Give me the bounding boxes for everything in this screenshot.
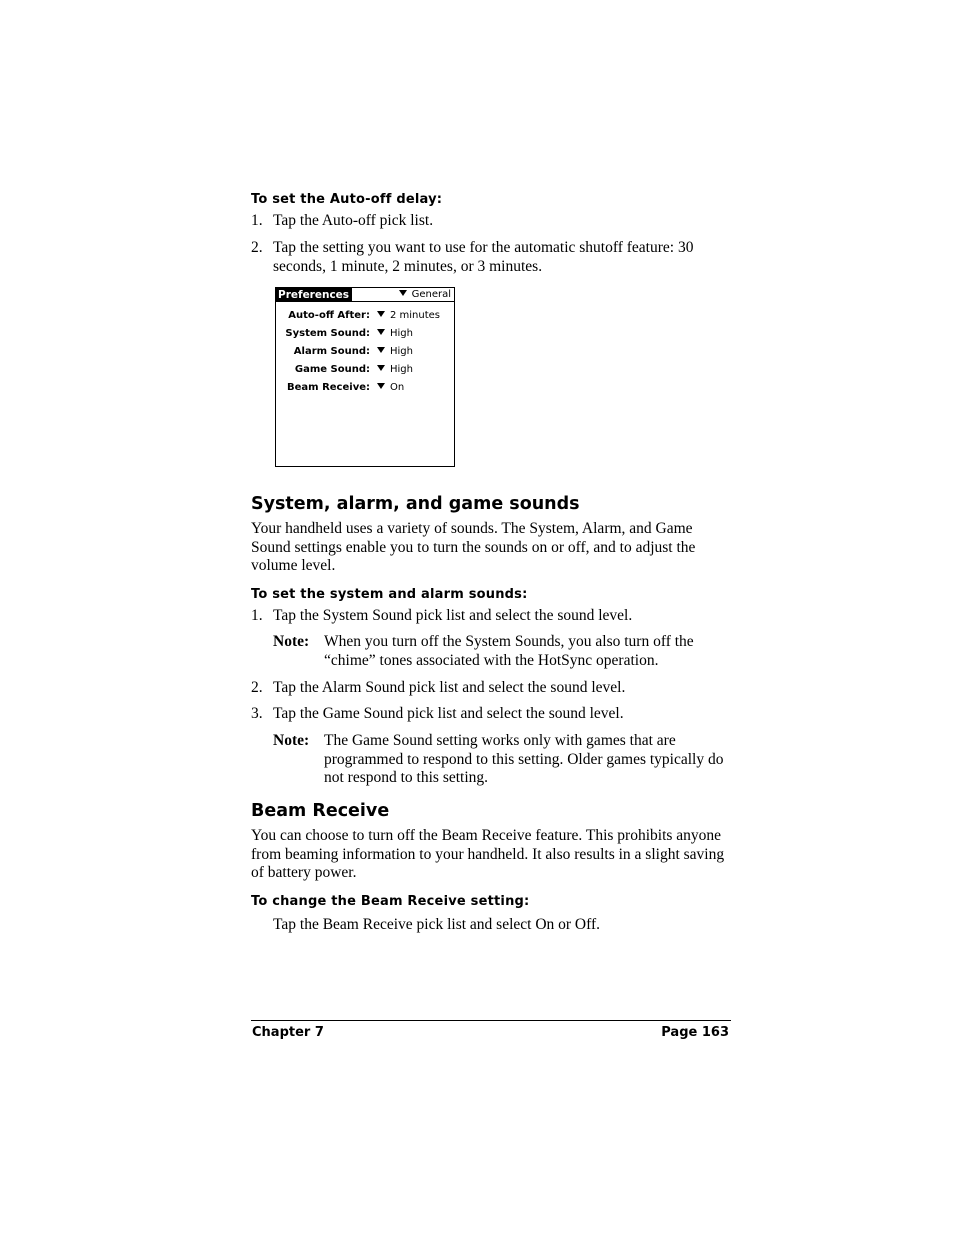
step-text: Tap the Alarm Sound pick list and select the sound level.	[273, 679, 626, 696]
pref-label: System Sound:	[285, 328, 370, 339]
dropdown-triangle-icon	[377, 383, 385, 389]
sounds-intro-paragraph: Your handheld uses a variety of sounds. The System, Alarm, and Game Sound settings enable you to turn the sounds on or off, and to adjust the volume level.	[251, 520, 696, 574]
step-number: 2.	[251, 679, 263, 696]
auto-off-picker[interactable]	[377, 309, 440, 323]
pref-label: Beam Receive:	[287, 382, 370, 393]
dropdown-triangle-icon	[399, 290, 407, 296]
dropdown-triangle-icon	[377, 329, 385, 335]
title-divider	[352, 301, 454, 302]
beam-receive-picker[interactable]	[377, 381, 404, 395]
pref-row-system-sound	[276, 327, 454, 341]
step-number: 1.	[251, 607, 263, 624]
pref-label: Game Sound:	[294, 364, 370, 375]
footer-page-number: Page 163	[661, 1025, 729, 1040]
pref-label: Alarm Sound:	[293, 346, 370, 357]
pref-value: On	[390, 382, 405, 393]
beam-procedure-heading: To change the Beam Receive setting:	[251, 894, 530, 909]
step-number: 3.	[251, 705, 263, 722]
dropdown-triangle-icon	[377, 365, 385, 371]
note-label: Note:	[273, 633, 310, 650]
sounds-procedure-heading: To set the system and alarm sounds:	[251, 587, 528, 602]
preferences-title: Preferences	[276, 288, 352, 302]
pref-row-game-sound	[276, 363, 454, 377]
beam-step-text: Tap the Beam Receive pick list and select On or Off.	[273, 916, 601, 933]
dropdown-triangle-icon	[377, 311, 385, 317]
pref-row-auto-off	[276, 309, 454, 323]
autooff-procedure-heading: To set the Auto-off delay:	[251, 192, 443, 207]
pref-row-beam-receive	[276, 381, 454, 395]
dropdown-triangle-icon	[377, 347, 385, 353]
pref-value: High	[390, 328, 413, 339]
note-text: The Game Sound setting works only with games that are programmed to respond to this setting. Older games typically do not respond to this setting.	[324, 732, 724, 786]
beam-section-heading: Beam Receive	[251, 801, 390, 821]
step-number: 2.	[251, 239, 263, 256]
step-number: 1.	[251, 212, 263, 229]
step-text: Tap the Game Sound pick list and select the sound level.	[273, 705, 624, 722]
step-text: Tap the setting you want to use for the automatic shutoff feature: 30 seconds, 1 minute, 2 minutes, or 3 minutes.	[273, 239, 694, 275]
step-text: Tap the Auto-off pick list.	[273, 212, 434, 229]
category-value: General	[411, 289, 451, 300]
beam-intro-paragraph: You can choose to turn off the Beam Receive feature. This prohibits anyone from beaming information to your handheld. It also results in a slight saving of battery power.	[251, 827, 725, 881]
pref-label: Auto-off After:	[288, 310, 370, 321]
footer-rule	[251, 1020, 731, 1021]
step-text: Tap the System Sound pick list and select the sound level.	[273, 607, 633, 624]
pref-value: High	[390, 346, 413, 357]
footer-chapter: Chapter 7	[252, 1025, 324, 1040]
game-sound-picker[interactable]	[377, 363, 413, 377]
sounds-section-heading: System, alarm, and game sounds	[251, 494, 580, 514]
note-text: When you turn off the System Sounds, you also turn off the “chime” tones associated with the HotSync operation.	[324, 633, 694, 669]
pref-value: 2 minutes	[390, 310, 441, 321]
system-sound-picker[interactable]	[377, 327, 413, 341]
pref-row-alarm-sound	[276, 345, 454, 359]
alarm-sound-picker[interactable]	[377, 345, 413, 359]
category-picker[interactable]	[399, 289, 451, 301]
preferences-screen	[275, 287, 455, 467]
note-label: Note:	[273, 732, 310, 749]
pref-value: High	[390, 364, 413, 375]
